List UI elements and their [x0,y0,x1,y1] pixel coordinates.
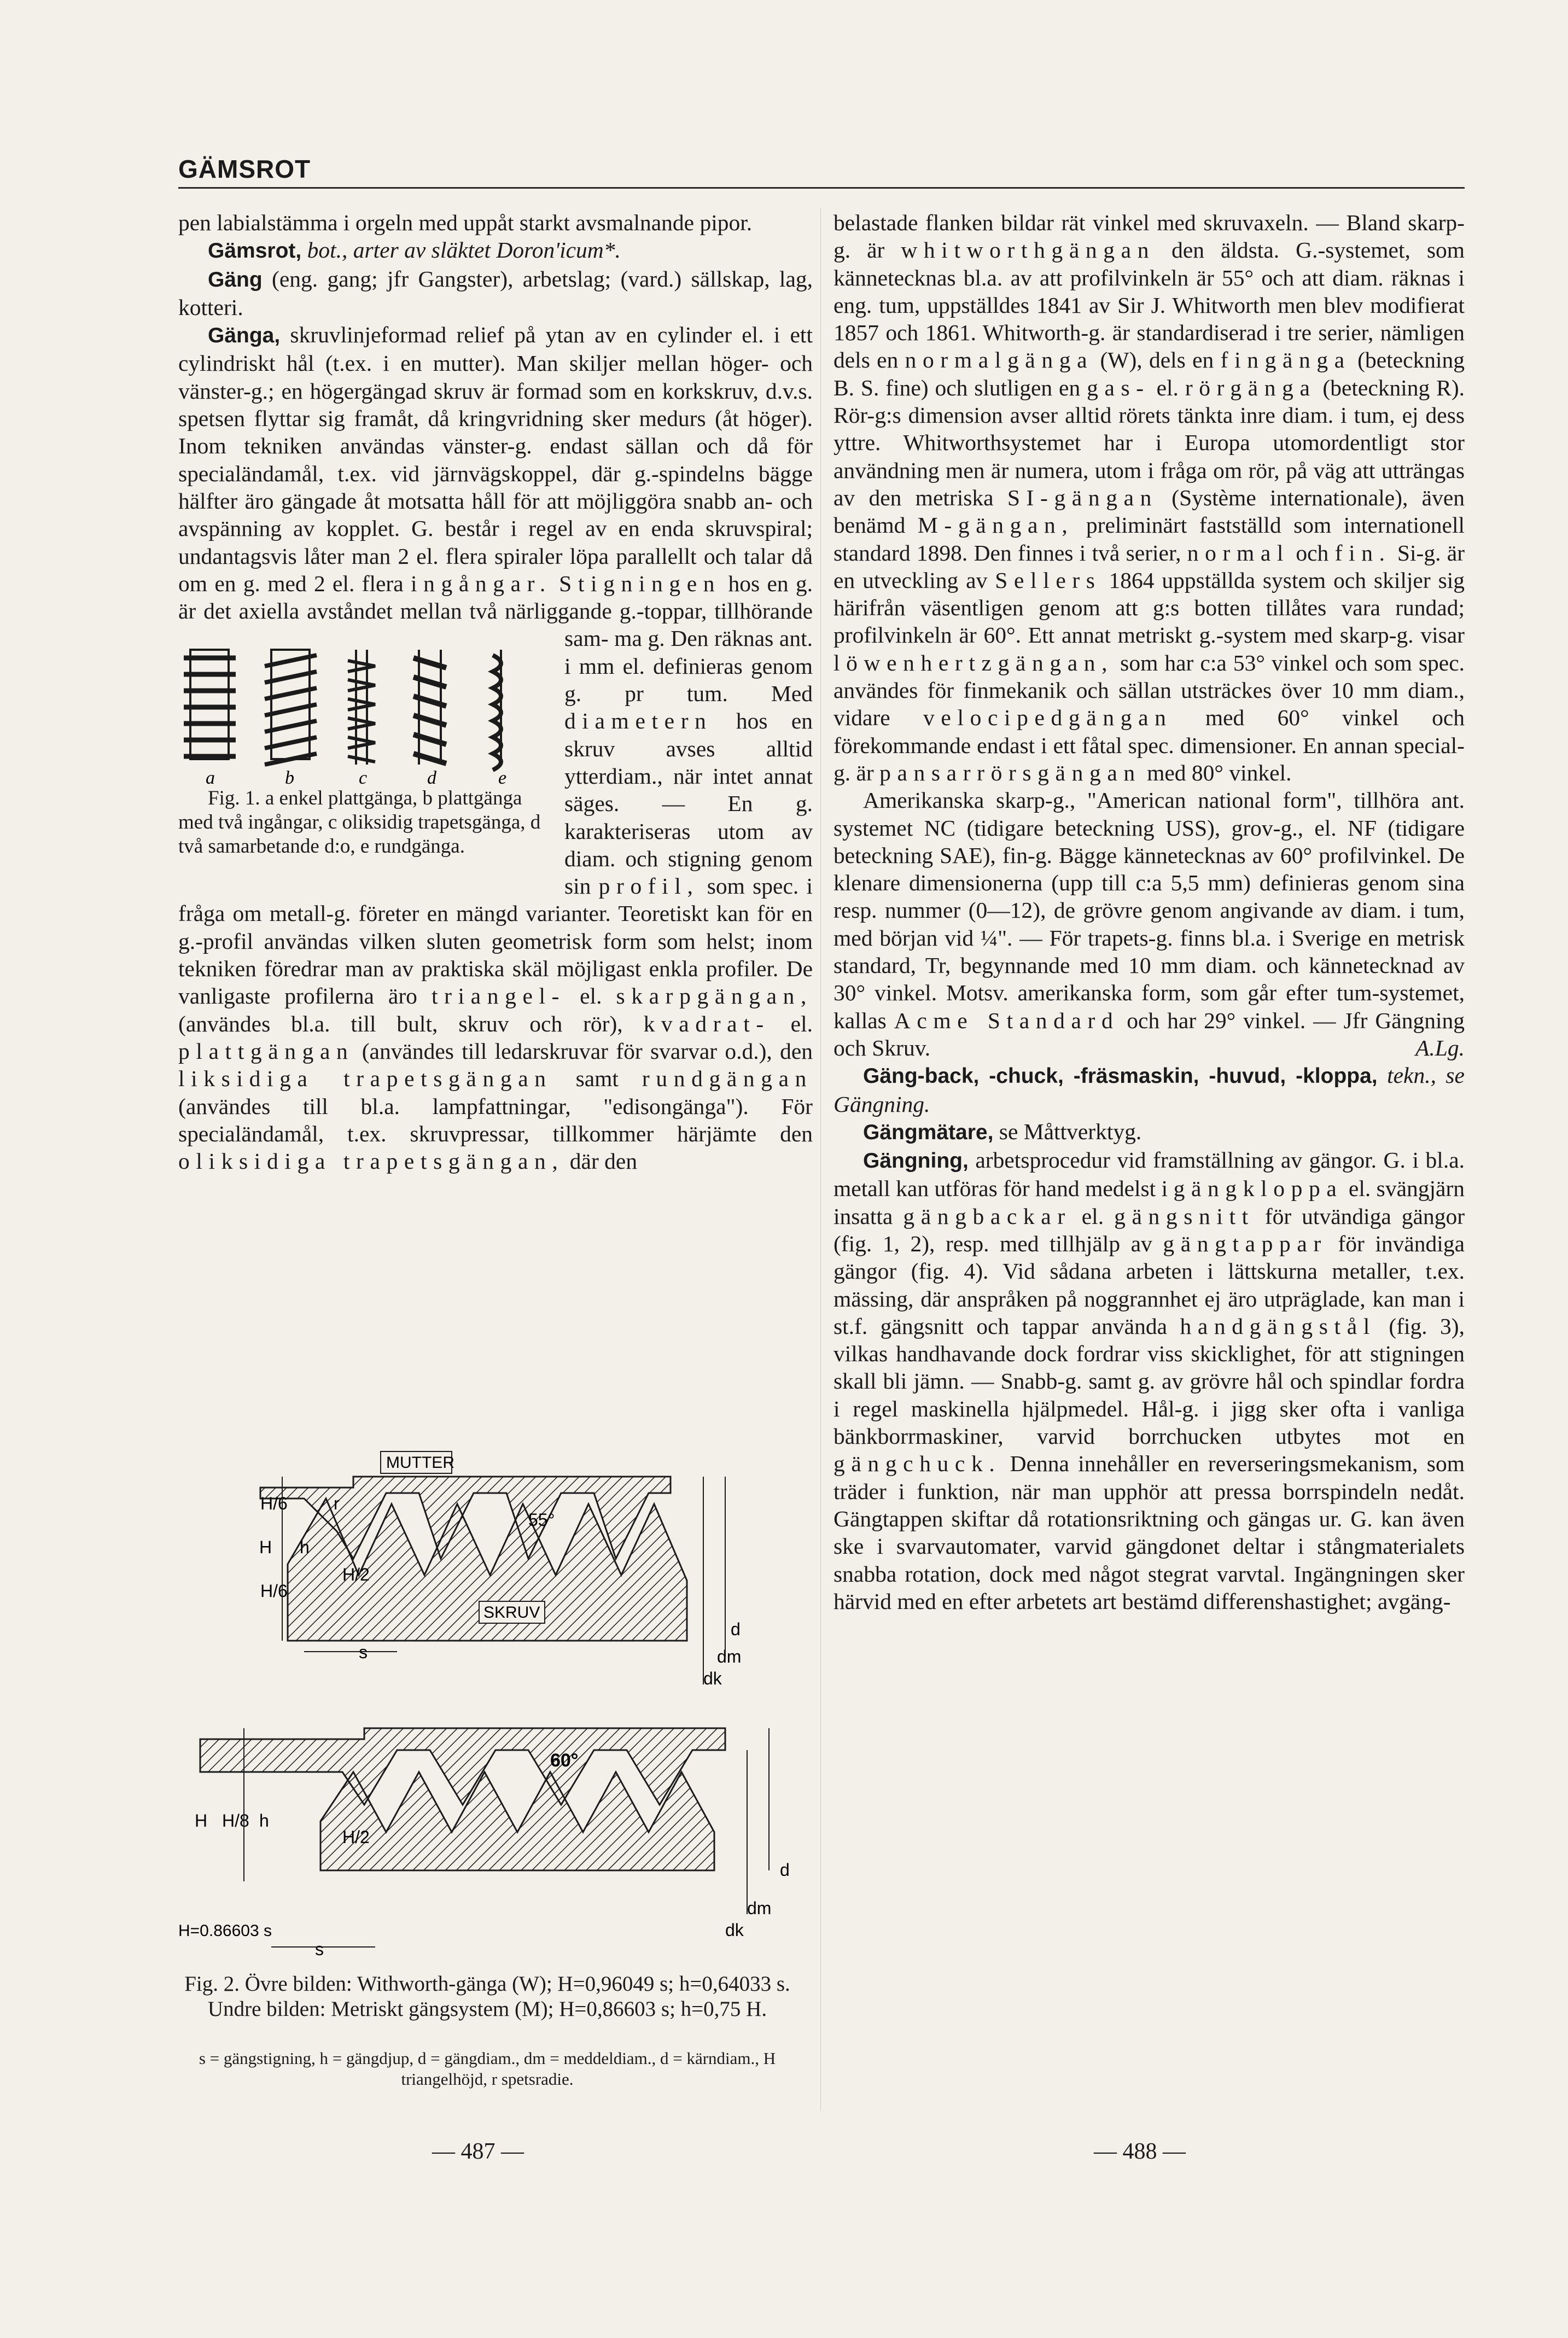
fig2-whitworth [259,1451,741,1688]
term-fin: fin. [1334,540,1391,565]
r-text-9: 1864 uppställda system och skiljer sig härifrån väsentligen genom att g:s botten tillåtes vara rundad; profilvinkeln är 60°. Ett annat metriskt g.-system med skarp-g. visar [833,567,1465,648]
r-word-el: el. [1156,375,1179,400]
author-signature: A.Lg. [1415,1035,1465,1060]
fig2-mutter-label: MUTTER [386,1454,454,1472]
fig2-bottom-H: H [195,1811,208,1830]
term-liksidiga: liksidiga trapetsgängan [178,1066,552,1092]
figure-2-drawing [178,1444,796,1969]
term-pansar: pansarrörsgängan [879,760,1141,785]
term-plattgangan: plattgängan [178,1038,354,1064]
entry-gamsrot [178,236,813,265]
g-text-3: el. [1081,1203,1104,1229]
fig2-bottom-formula: H=0.86603 s [178,1922,272,1940]
fig2-bottom-H8: H/8 [222,1811,249,1830]
fig2-top-s: s [359,1642,368,1662]
fig2-bottom-s: s [315,1939,324,1959]
r-text-7: preliminärt fastställd som internationell standard 1898. Den finnes i två serier, [833,512,1465,565]
entry-ganga-body-2a: hos en g. är det axiella avståndet mellan två närliggande g.-toppar, tillhörande sam- [178,570,813,651]
fig1-label-e: e [498,768,507,787]
term-kvadrat: kvadrat- [643,1011,770,1036]
term-velociped: velocipedgängan [923,705,1173,731]
term-rundgangan: rundgängan [642,1066,813,1092]
r-text-6: (Système internationale), även benämd [833,485,1465,538]
entry-ganga [178,321,813,1175]
running-header: GÄMSROT [178,155,311,183]
fig2-top-dm: dm [717,1647,742,1666]
fig2-top-H2: H/2 [342,1565,370,1584]
fig1-label-a: a [206,768,215,787]
word-el-2: el. [790,1011,813,1036]
term-diametern: diametern [564,708,713,734]
g-text-2: el. svängjärn insatta [833,1176,1465,1229]
entry-ganga-body-3: hos en skruv avses alltid ytterdiam., när intet annat säges. — En g. karakteriseras utom av diam. och stigning genom sin [564,708,813,899]
r-text-p2b: och har 29° vinkel. — Jfr Gängning och Skruv. [833,1007,1465,1060]
fig1-a-threads [184,658,236,756]
term-lowenhertz: löwenhertzgängan, [833,650,1114,675]
paragraph-american [833,786,1465,1062]
term-rorganga: rörgänga [1185,375,1316,400]
paragraph-carryover: pen labialstämma i orgeln med uppåt starkt avsmalnande pipor. [178,210,753,235]
term-gas: gas- [1087,375,1150,400]
fig2-top-dk: dk [703,1669,722,1688]
fig2-top-H: H [259,1537,272,1557]
term-sellers: Sellers [995,567,1101,593]
fig2-bottom-h: h [259,1811,269,1830]
r-text-1: belastade flanken bildar rät vinkel med skruvaxeln. — Bland skarp-g. är [833,210,1465,263]
fig1-c-threads [348,661,375,762]
figure-1 [178,628,555,894]
g-text-1: arbetsprocedur vid framställning av gängor. G. i bl.a. metall kan utföras för hand medelst i [833,1147,1465,1202]
r-text-8: Si-g. är en utveckling av [833,540,1465,593]
term-gangsnitt: gängsnitt [1114,1203,1255,1229]
entry-ganga-body-4: som spec. i fråga om metall-g. företer en mängd varianter. Teoretiskt kan för en g.-profil användas vilken sluten geometrisk form som helst; inom tekniken föredrar man av praktiska skäl möjligast enkla profiler. De vanligaste profilerna äro [178,873,813,1009]
entry-gang-back-body: tekn., se Gängning. [833,1063,1465,1117]
figure-1-caption: Fig. 1. a enkel plattgänga, b plattgänga med två ingångar, c oliksidig trapetsgänga, d två samarbetande d:o, e rundgänga. [178,787,541,858]
fig2-top-H6b: H/6 [260,1581,288,1601]
entry-ganga-body-8: (användes till bl.a. lampfattningar, "edisongänga"). För specialändamål, t.ex. skruvpressar, tillkommer härjämte den [178,1093,813,1146]
word-el-1: el. [580,983,602,1009]
r-text-3: (W), dels en [1100,347,1214,373]
fig2-skruv-label: SKRUV [483,1604,540,1622]
term-gangtappar: gängtappar [1163,1231,1327,1256]
paragraph-sharp-threads [833,209,1465,786]
r-text-4: (beteckning B. S. fine) och slutligen en [833,347,1465,400]
fig2-metric [178,1728,790,1959]
r-text-5: (beteckning R). Rör-g:s dimension avser alltid rörets tänkta inre diam. i tum, ej dess yttre. Whitworthsystemet har i Europa utomordentligt stor användning men är numera, utom i fråga om rör, på väg att utträngas av den metriska [833,375,1465,510]
g-text-7: Denna innehåller en reverseringsmekanism, som träder i funktion, när man upphör att pressa borrspindeln nedåt. Gängtappen skiftar då rotationsriktning och gängas ur. G. kan även ske i svarvautomater, varvid gängdonet deltar i stångmaterialets snabba rotation, dock med något stegrat varvtal. Ingängningen sker härvid med en efter arbetets art bestämd differenshastighet; avgäng- [833,1451,1465,1614]
headword-gangning: Gängning, [863,1149,969,1173]
entry-gangmatare-body: se Måttverktyg. [999,1118,1142,1144]
fig2-bottom-angle: 60° [550,1750,579,1771]
fig2-top-angle: 55° [528,1510,555,1530]
g-text-6: (fig. 3), vilkas handhavande dock fordrar viss skicklighet, för att stigningen skall bli jämn. — Snabb-g. samt g. av grövre hål och spindlar fordra i regel maskinella hjälpmedel. Hål-g. i jigg sker ofta i vanliga bänkborrmaskiner, varvid borrchucken utbytes mot en [833,1313,1465,1449]
fig2-bottom-dk: dk [725,1920,744,1940]
entry-ganga-body-1: skruvlinjeformad relief på ytan av en cylinder el. i ett cylindriskt hål (t.ex. i en mutter). Man skiljer mellan höger- och vänster-g.; en högergängad skruv är formad som en korkskruv, d.v.s. spetsen flyttar sig framåt, då kringvridning sker medurs (åt höger). Inom tekniken användas vänster-g. endast sällan och då för specialändamål, t.ex. vid järnvägskoppel, där g.-spindelns bägge hälfter äro gängade åt motsatta håll för att möjliggöra snabb an- och avspänning av kopplet. G. består i regel av en enda skruvspiral; undantagsvis låter man 2 el. flera spiraler löpa parallellt och talar då om en g. med 2 el. flera [178,322,813,596]
headword-gang: Gäng [208,267,263,291]
term-acme: Acme Standard [894,1007,1120,1033]
term-oliksidiga: oliksidiga trapetsgängan, [178,1148,564,1174]
fig2-top-d: d [731,1619,741,1639]
fig1-label-d: d [427,768,436,787]
entry-ganga-body-2b: ma g. Den räknas ant. i mm el. definieras genom g. pr tum. Med [564,626,813,707]
headword-ganga: Gänga, [208,324,281,348]
headword-gang-back: Gäng-back, -chuck, -fräsmaskin, -huvud, -kloppa, [863,1064,1378,1088]
entry-ganga-body-7: samt [575,1066,619,1092]
entry-gang-body: (eng. gang; jfr Gangster), arbetslag; (vard.) sällskap, lag, kotteri. [178,266,813,320]
g-text-4: för utvändiga gängor (fig. 1, 2), resp. med tillhjälp av [833,1203,1465,1256]
entry-ganga-body-6: (användes till ledarskruvar för svarvar o.d.), den [362,1038,813,1064]
fig2-bottom-d: d [780,1860,790,1880]
fig1-label-b: b [285,768,294,787]
header-rule [178,187,1465,189]
column-divider [820,208,821,2111]
term-handgangstal: handgängstål [1180,1313,1376,1339]
r-text-p2: Amerikanska skarp-g., "American national form", tillhöra ant. systemet NC (tidigare beteckning USS), grov-g., el. NF (tidigare beteckning SAE), fin-g. Bägge kännetecknas av 60° profilvinkel. De klenare dimensionerna (upp till c:a 5,5 mm) definieras genom sina resp. nummer (0—12), de grövre genom angivande av diam. i tum, med början vid ¼". — För trapets-g. finns bl.a. i Sverige en metrisk standard, Tr, begynnande med 10 mm diam. och kännetecknad av 30° vinkel. Motsv. amerikanska form, som går efter tum-systemet, kallas [833,788,1465,1033]
term-whitworthgangan: whitworthgängan [901,237,1156,263]
page-number-left: — 487 — [432,2139,524,2164]
fig2-bottom-nut [200,1728,725,1805]
fig1-a-core [190,650,229,759]
g-text-5: för invändiga gängor (fig. 4). Vid sådana arbeten i lättskurna metaller, t.ex. mässing, där anspråken på noggrannhet ej äro utpräglade, kan man i st.f. gängsnitt och tappar använda [833,1231,1465,1339]
headword-gamsrot: Gämsrot, [208,239,302,263]
r-text-11: med 60° vinkel och förekommande endast i ett fåtal spec. dimensioner. En annan special-g. är [833,705,1465,785]
entry-gangning [833,1146,1465,1615]
r-text-12: med 80° vinkel. [1147,760,1292,785]
r-text-10: som har c:a 53° vinkel och som spec. användes för finmekanik och sällan utsträckes över 10 mm diam., vidare [833,650,1465,731]
entry-gang-back [833,1062,1465,1118]
fig1-e-threads [493,655,501,770]
entry-gang [178,265,813,322]
left-column [178,209,813,1175]
figure-2-caption: Fig. 2. Övre bilden: Withworth-gänga (W); H=0,96049 s; h=0,64033 s. Undre bilden: Metriskt gängsystem (M); H=0,86603 s; h=0,75 H. [184,1972,790,2021]
term-ingangar: ingångar. [410,570,552,596]
entry-gamsrot-body: bot., arter av släktet Doron'icum*. [307,237,621,263]
term-skarpgangan: skarpgängan, [616,983,813,1009]
term-normalganga: normalgänga [905,347,1094,373]
fig1-label-c: c [359,768,368,787]
term-finganga: fingänga [1220,347,1351,373]
r-text-2: den äldsta. G.-systemet, som kännetecknas bl.a. av att profilvinkeln är 55° och att diam. räknas i eng. tum, uppställdes 1841 av Sir J. Whitworth men blev modifierat 1857 och 1861. Whitworth-g. är standardiserad i tre serier, nämligen dels en [833,237,1465,373]
term-siganga: SI-gängan [1007,485,1158,510]
page-number-right: — 488 — [1094,2139,1186,2164]
entry-gangmatare [833,1118,1465,1146]
fig2-top-H6a: H/6 [260,1494,288,1513]
headword-gangmatare: Gängmätare, [863,1120,994,1144]
figure-2-legend: s = gängstigning, h = gängdjup, d = gängdiam., dm = meddeldiam., d = kärndiam., H triangelhöjd, r spetsradie. [199,2049,776,2089]
fig2-bottom-H2: H/2 [342,1827,370,1847]
term-stigningen: Stigningen [559,570,721,596]
term-gangchuck: gängchuck. [833,1451,1001,1477]
fig2-top-r: r [334,1494,340,1513]
entry-ganga-body-5: (användes bl.a. till bult, skruv och rör), [178,1011,623,1036]
term-triangel: triangel- [431,983,566,1009]
term-gangkloppa: gängkloppa [1173,1176,1343,1202]
fig2-bottom-dm: dm [747,1898,772,1918]
term-normal: normal [1187,540,1290,565]
r-word-och: och [1296,540,1329,565]
term-profil: profil, [598,873,700,899]
term-gangbackar: gängbackar [903,1203,1071,1229]
term-mgangan: M-gängan, [917,512,1074,538]
entry-ganga-body-9: där den [569,1148,638,1174]
right-column [833,209,1465,1615]
figure-1-drawing [178,628,555,786]
fig2-top-h: h [300,1537,310,1557]
